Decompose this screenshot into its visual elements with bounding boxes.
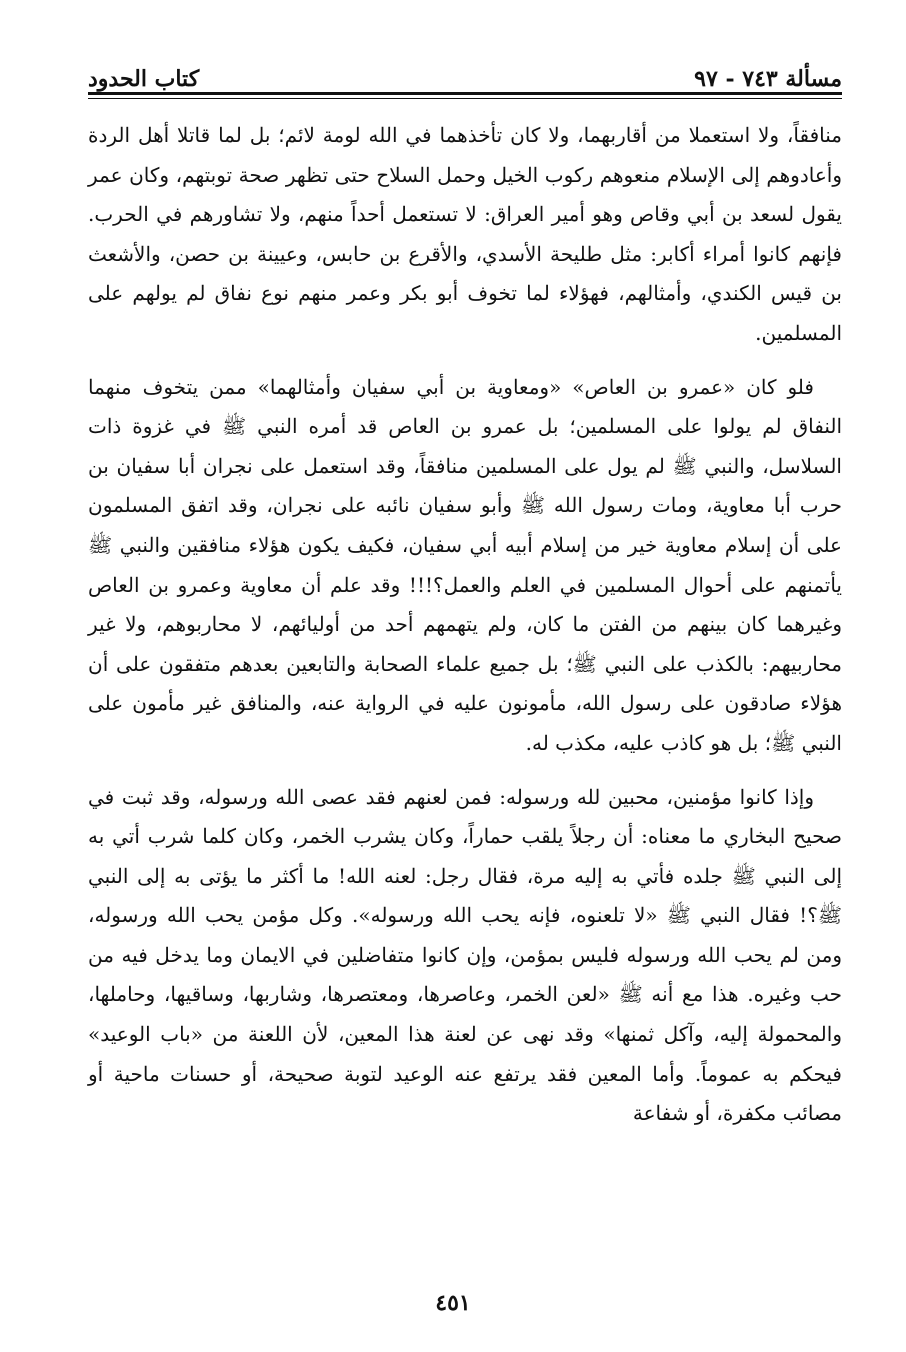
paragraph-1: منافقاً، ولا استعملا من أقاربهما، ولا كان تأخذهما في الله لومة لائم؛ بل لما قاتلا أهل الردة وأعادوهم إلى الإسلام منعوهم ركوب الخيل وحمل السلاح حتى تظهر صحة توبتهم، وكان عمر يقول لسعد بن أبي وقاص وهو أمير العراق: لا تستعمل أحداً منهم، ولا تشاورهم في الحرب. فإنهم كانوا أمراء أكابر: مثل طليحة الأسدي، والأقرع بن حابس، وعيينة بن حصن، والأشعث بن قيس الكندي، وأمثالهم، فهؤلاء لما تخوف أبو بكر وعمر منهم نوع نفاق لم يولهم على المسلمين. — [88, 123, 842, 345]
paragraph-2: فلو كان «عمرو بن العاص» «ومعاوية بن أبي سفيان وأمثالهما» ممن يتخوف منهما النفاق لم يولوا على المسلمين؛ بل عمرو بن العاص قد أمره النبي ﷺ في غزوة ذات السلاسل، والنبي ﷺ لم يول على المسلمين منافقاً، وقد استعمل على نجران أبا سفيان بن حرب أبا معاوية، ومات رسول الله ﷺ وأبو سفيان نائبه على نجران، وقد اتفق المسلمون على أن إسلام معاوية خير من إسلام أبيه أبي سفيان، فكيف يكون هؤلاء منافقين والنبي ﷺ يأتمنهم على أحوال المسلمين في العلم والعمل؟!!! وقد علم أن معاوية وعمرو بن العاص وغيرهما كان بينهم من الفتن ما كان، ولم يتهمهم أحد من أوليائهم، لا محاربوهم، ولا غير محاربيهم: بالكذب على النبي ﷺ؛ بل جميع علماء الصحابة والتابعين بعدهم متفقون على أن هؤلاء صادقون على رسول الله، مأمونون عليه في الرواية عنه، والمنافق غير مأمون على النبي ﷺ؛ بل هو كاذب عليه، مكذب له. — [88, 374, 842, 755]
page-number: ٤٥١ — [435, 1290, 471, 1316]
header-rule-thick — [88, 92, 842, 95]
header-rule-thin — [88, 98, 842, 99]
running-header — [88, 52, 842, 92]
book-title: كتاب الحدود — [88, 66, 200, 92]
issue-number: مسألة ٧٤٣ - ٩٧ — [694, 66, 842, 92]
page-body — [88, 116, 842, 1148]
paragraph-3: وإذا كانوا مؤمنين، محبين لله ورسوله: فمن لعنهم فقد عصى الله ورسوله، وقد ثبت في صحيح البخاري ما معناه: أن رجلاً يلقب حماراً، وكان يشرب الخمر، وكان كلما شرب أتي به إلى النبي ﷺ جلده فأتي به إليه مرة، فقال رجل: لعنه الله! ما أكثر ما يؤتى به إلى النبي ﷺ؟! فقال النبي ﷺ «لا تلعنوه، فإنه يحب الله ورسوله». وكل مؤمن يحب الله ورسوله، ومن لم يحب الله ورسوله فليس بمؤمن، وإن كانوا متفاضلين في الايمان وما يدخل فيه من حب وغيره. هذا مع أنه ﷺ «لعن الخمر، وعاصرها، ومعتصرها، وشاربها، وساقيها، وحاملها، والمحمولة إليه، وآكل ثمنها» وقد نهى عن لعنة هذا المعين، لأن اللعنة من «باب الوعيد» فيحكم به عموماً. وأما المعين فقد يرتفع عنه الوعيد لتوبة صحيحة، أو حسنات ماحية أو مصائب مكفرة، أو شفاعة — [88, 784, 842, 1126]
